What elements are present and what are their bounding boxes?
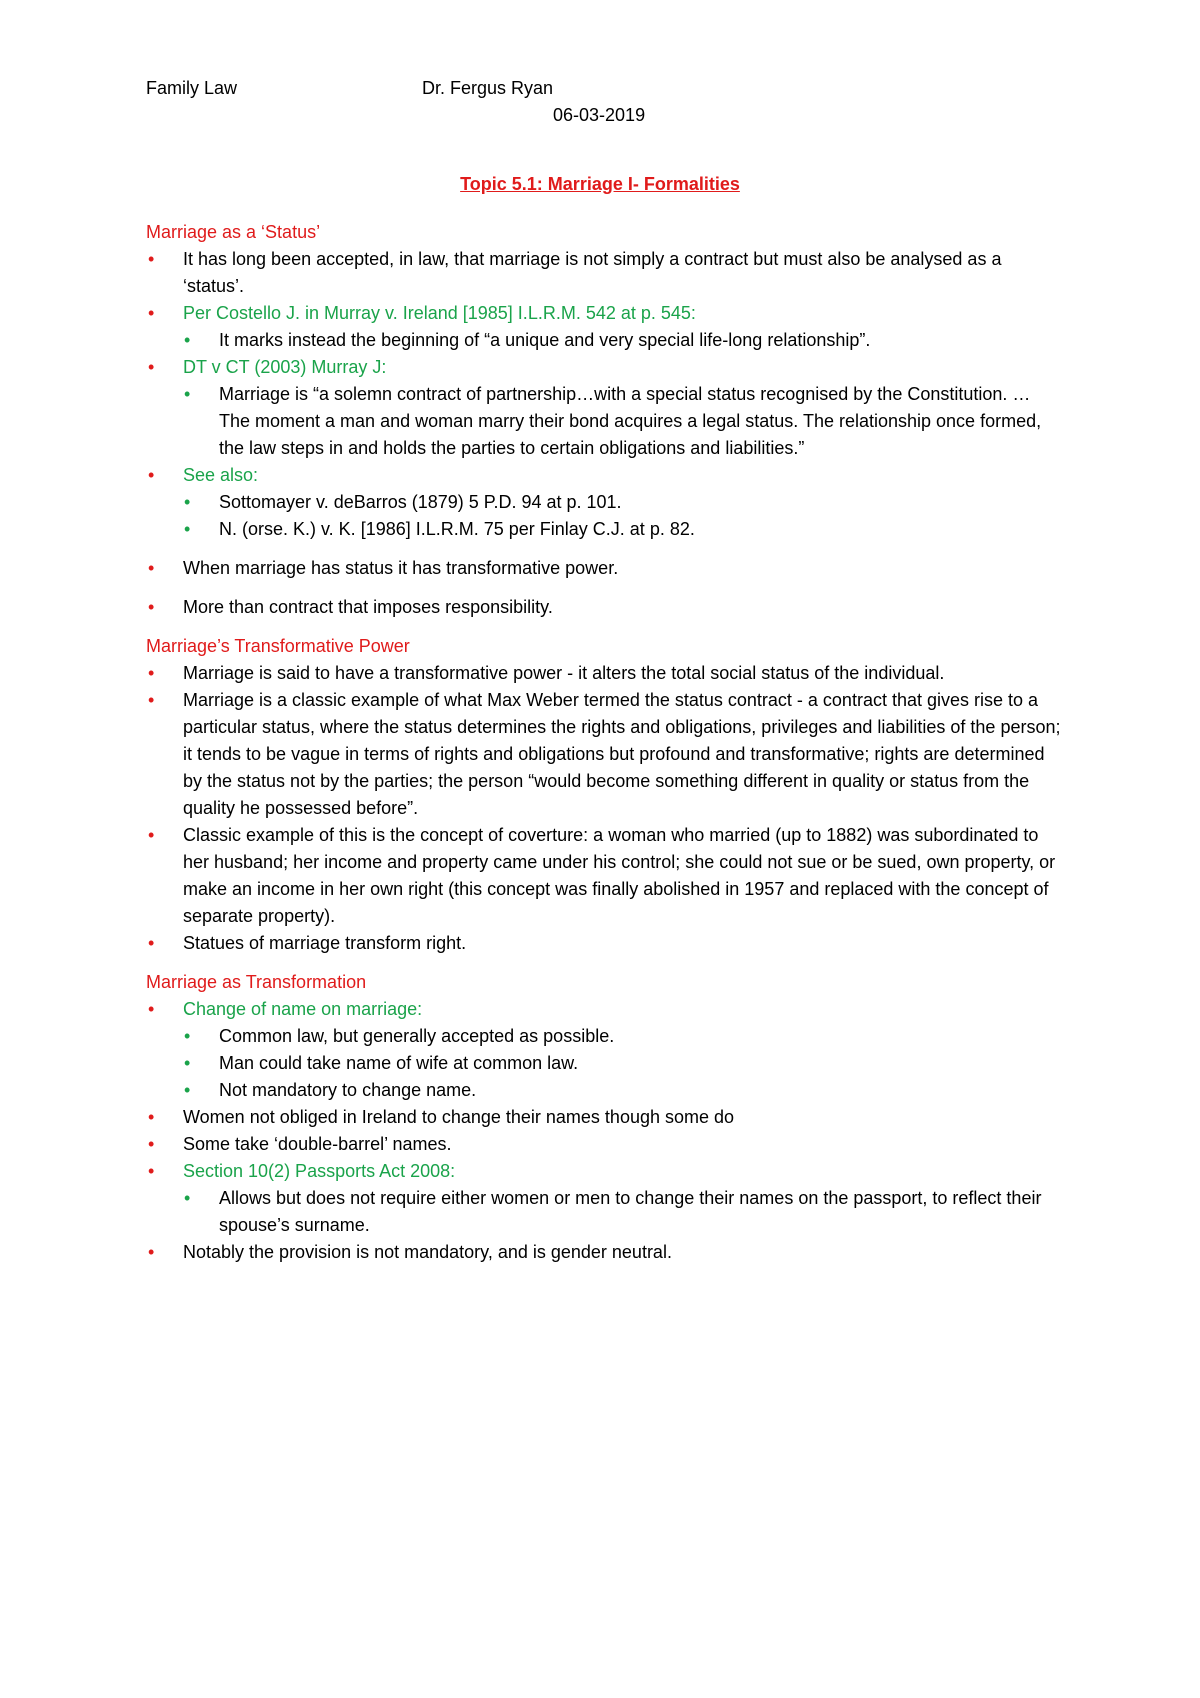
- section-list-transformation: [146, 996, 1066, 1266]
- list-subitem: [146, 1185, 1066, 1239]
- case-citation: Per Costello J. in Murray v. Ireland [1985] I.L.R.M. 542 at p. 545:: [183, 303, 696, 323]
- list-item-text: Women not obliged in Ireland to change their names though some do: [183, 1107, 735, 1127]
- section-heading-transformative-power: Marriage’s Transformative Power: [146, 636, 410, 656]
- bullet-icon: •: [148, 558, 155, 578]
- list-item: [146, 822, 1066, 930]
- list-item: [146, 1131, 1066, 1158]
- bullet-icon: •: [148, 999, 155, 1019]
- list-subitem-text: It marks instead the beginning of “a unique and very special life-long relationship”.: [219, 330, 871, 350]
- bullet-icon: •: [148, 303, 155, 323]
- list-item-text: Classic example of this is the concept of coverture: a woman who married (up to 1882) was subordinated to her husband; her income and property came under his control; she could not sue or be sued, own property, or make an income in her own right (this concept was finally abolished in 1957 and replaced with the concept of separate property).: [183, 825, 1056, 926]
- bullet-icon: •: [148, 663, 155, 683]
- list-item: [146, 555, 1066, 582]
- bullet-icon: •: [148, 465, 155, 485]
- bullet-icon: •: [148, 249, 155, 269]
- list-subitem-text: Common law, but generally accepted as possible.: [219, 1026, 615, 1046]
- list-item-text: Some take ‘double-barrel’ names.: [183, 1134, 452, 1154]
- list-item: [146, 1158, 1066, 1185]
- list-item: [146, 1239, 1066, 1266]
- header-lecturer: Dr. Fergus Ryan: [422, 78, 554, 98]
- list-subitem-text: Sottomayer v. deBarros (1879) 5 P.D. 94 at p. 101.: [219, 492, 622, 512]
- bullet-icon: •: [148, 690, 155, 710]
- list-subitem: [146, 327, 1066, 354]
- document-body: [146, 219, 1066, 1266]
- list-item: [146, 930, 1066, 957]
- list-subitem: [146, 1023, 1066, 1050]
- see-also-label: See also:: [183, 465, 259, 485]
- section-list-transformative-power: [146, 660, 1066, 957]
- list-subitem: [146, 489, 1066, 516]
- bullet-icon: •: [148, 1134, 155, 1154]
- list-item: [146, 594, 1066, 621]
- list-item: [146, 687, 1066, 822]
- list-subitem-text: Allows but does not require either women or men to change their names on the passport, to reflect their spouse’s surname.: [219, 1188, 1042, 1235]
- document-title: Topic 5.1: Marriage I- Formalities: [460, 174, 740, 194]
- bullet-icon: •: [148, 1161, 155, 1181]
- bullet-icon: •: [184, 384, 191, 404]
- bullet-icon: •: [148, 597, 155, 617]
- list-item: [146, 996, 1066, 1023]
- list-subitem: [146, 381, 1066, 462]
- list-item-text: Statues of marriage transform right.: [183, 933, 467, 953]
- list-item: [146, 462, 1066, 489]
- list-item: [146, 246, 1066, 300]
- list-item-text: When marriage has status it has transformative power.: [183, 558, 619, 578]
- bullet-icon: •: [184, 492, 191, 512]
- section-heading-transformation: Marriage as Transformation: [146, 972, 367, 992]
- list-subitem: [146, 1077, 1066, 1104]
- list-subitem: [146, 1050, 1066, 1077]
- bullet-icon: •: [184, 1080, 191, 1100]
- list-subitem-text: Marriage is “a solemn contract of partnership…with a special status recognised by the Constitution. … The moment a man and woman marry their bond acquires a legal status. The relationship once formed, the law steps in and holds the parties to certain obligations and liabilities.”: [219, 384, 1042, 458]
- list-item-text: Marriage is said to have a transformative power - it alters the total social status of the individual.: [183, 663, 945, 683]
- list-item: [146, 660, 1066, 687]
- bullet-icon: •: [184, 1026, 191, 1046]
- list-item-text: Marriage is a classic example of what Max Weber termed the status contract - a contract that gives rise to a particular status, where the status determines the rights and obligations, privileges and liabilities of the person; it tends to be vague in terms of rights and obligations but profound and transformative; rights are determined by the status not by the parties; the person “would become something different in quality or status from the quality he possessed before”.: [183, 690, 1061, 818]
- bullet-icon: •: [148, 825, 155, 845]
- list-item-text: Notably the provision is not mandatory, and is gender neutral.: [183, 1242, 672, 1262]
- subtopic-label: Change of name on marriage:: [183, 999, 423, 1019]
- list-item: [146, 1104, 1066, 1131]
- bullet-icon: •: [184, 1188, 191, 1208]
- bullet-icon: •: [148, 357, 155, 377]
- list-subitem-text: Man could take name of wife at common law.: [219, 1053, 579, 1073]
- bullet-icon: •: [148, 933, 155, 953]
- bullet-icon: •: [184, 330, 191, 350]
- header-date: 06-03-2019: [553, 105, 646, 125]
- list-item-text: It has long been accepted, in law, that marriage is not simply a contract but must also be analysed as a ‘status’.: [183, 249, 1002, 296]
- list-item: [146, 354, 1066, 381]
- bullet-icon: •: [184, 519, 191, 539]
- list-subitem: [146, 516, 1066, 543]
- section-list-status: [146, 246, 1066, 621]
- case-citation: DT v CT (2003) Murray J:: [183, 357, 387, 377]
- bullet-icon: •: [148, 1107, 155, 1127]
- bullet-icon: •: [184, 1053, 191, 1073]
- bullet-icon: •: [148, 1242, 155, 1262]
- header-course: Family Law: [146, 78, 238, 98]
- list-subitem-text: Not mandatory to change name.: [219, 1080, 477, 1100]
- list-item-text: More than contract that imposes responsibility.: [183, 597, 553, 617]
- list-subitem-text: N. (orse. K.) v. K. [1986] I.L.R.M. 75 per Finlay C.J. at p. 82.: [219, 519, 695, 539]
- section-heading-status: Marriage as a ‘Status’: [146, 222, 321, 242]
- list-item: [146, 300, 1066, 327]
- statute-citation: Section 10(2) Passports Act 2008:: [183, 1161, 456, 1181]
